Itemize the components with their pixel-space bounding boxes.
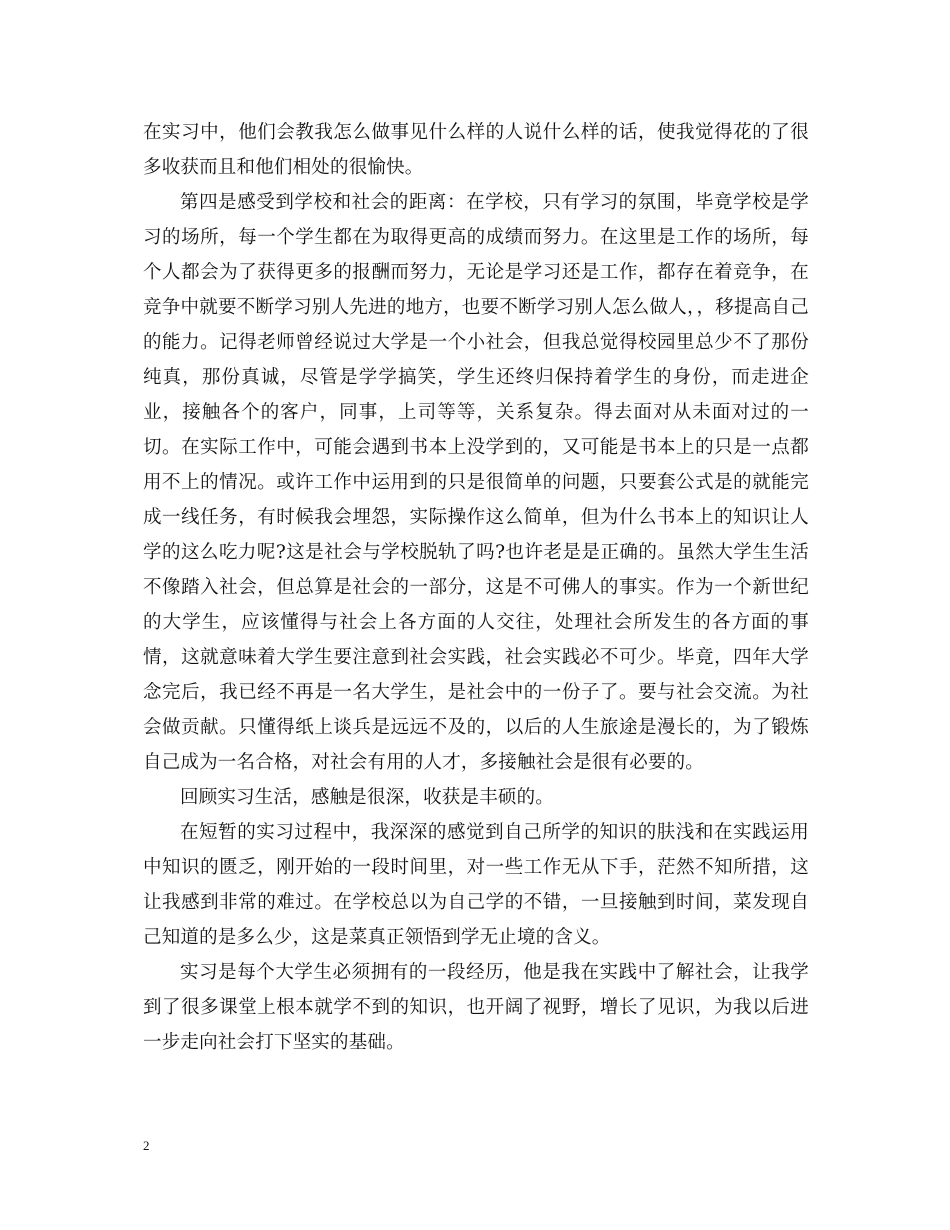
document-body <box>143 115 809 1060</box>
paragraph: 在实习中，他们会教我怎么做事见什么样的人说什么样的话，使我觉得花的了很多收获而且和他们相处的很愉快。 <box>143 122 809 178</box>
paragraph: 实习是每个大学生必须拥有的一段经历，他是我在实践中了解社会，让我学到了很多课堂上根本就学不到的知识，也开阔了视野，增长了见识，为我以后进一步走向社会打下坚实的基础。 <box>143 962 809 1053</box>
paragraph: 回顾实习生活，感触是很深，收获是丰硕的。 <box>180 787 555 808</box>
paragraph: 在短暂的实习过程中，我深深的感觉到自己所学的知识的肤浅和在实践运用中知识的匮乏，刚开始的一段时间里，对一些工作无从下手，茫然不知所措，这让我感到非常的难过。在学校总以为自己学的不错，一旦接触到时间，菜发现自己知道的是多么少，这是菜真正领悟到学无止境的含义。 <box>143 822 809 948</box>
paragraph: 第四是感受到学校和社会的距离：在学校，只有学习的氛围，毕竟学校是学习的场所，每一个学生都在为取得更高的成绩而努力。在这里是工作的场所，每个人都会为了获得更多的报酬而努力，无论是学习还是工作，都存在着竞争，在竞争中就要不断学习别人先进的地方，也要不断学习别人怎么做人，，移提高自己的能力。记得老师曾经说过大学是一个小社会，但我总觉得校园里总少不了那份纯真，那份真诚，尽管是学学搞笑，学生还终归保持着学生的身份，而走进企业，接触各个的客户，同事，上司等等，关系复杂。得去面对从未面对过的一切。在实际工作中，可能会遇到书本上没学到的，又可能是书本上的只是一点都用不上的情况。或许工作中运用到的只是很简单的问题，只要套公式是的就能完成一线任务，有时候我会埋怨，实际操作这么简单，但为什么书本上的知识让人学的这么吃力呢?这是社会与学校脱轨了吗?也许老是是正确的。虽然大学生生活不像踏入社会，但总算是社会的一部分，这是不可佛人的事实。作为一个新世纪的大学生，应该懂得与社会上各方面的人交往，处理社会所发生的各方面的事情，这就意味着大学生要注意到社会实践，社会实践必不可少。毕竟，四年大学念完后，我已经不再是一名大学生，是社会中的一份子了。要与社会交流。为社会做贡献。只懂得纸上谈兵是远远不及的，以后的人生旅途是漫长的，为了锻炼自己成为一名合格，对社会有用的人才，多接触社会是很有必要的。 <box>143 192 809 773</box>
page-number: 2 <box>143 1138 150 1153</box>
